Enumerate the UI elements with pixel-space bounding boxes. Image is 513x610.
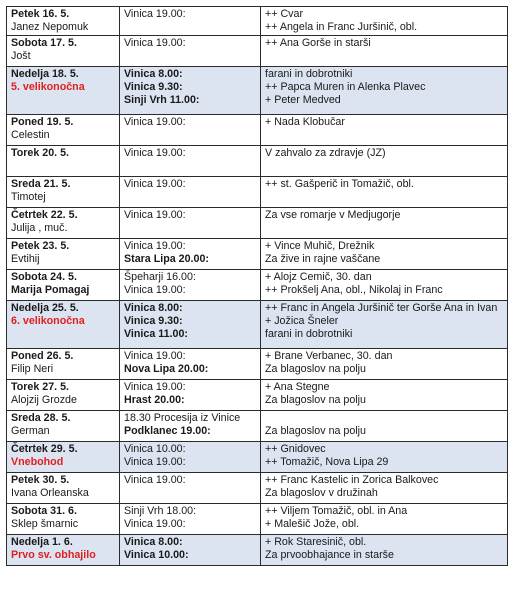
intention-label: + Malešič Jože, obl. <box>265 518 360 531</box>
intention-label: + Rok Staresinič, obl. <box>265 536 367 548</box>
intention-cell <box>261 442 508 473</box>
intention-label: + Vince Muhič, Drežnik <box>265 240 375 252</box>
table-row <box>7 411 508 442</box>
time-cell <box>120 411 261 442</box>
saint-label: German <box>11 425 50 438</box>
time-cell <box>120 208 261 239</box>
saint-label: Evtihij <box>11 253 40 266</box>
time-cell <box>120 380 261 411</box>
time-cell <box>120 177 261 208</box>
time-label: Vinica 19.00: <box>124 518 186 531</box>
day-cell <box>7 208 120 239</box>
day-label: Sreda 21. 5. <box>11 178 71 190</box>
time-label: Vinica 19.00: <box>124 37 186 49</box>
day-cell <box>7 411 120 442</box>
saint-label: Timotej <box>11 191 46 204</box>
intention-cell <box>261 473 508 504</box>
saint-label: Ivana Orleanska <box>11 487 89 500</box>
table-row <box>7 504 508 535</box>
intention-label: Za prvoobhajance in starše <box>265 549 394 562</box>
day-cell <box>7 146 120 177</box>
day-label: Petek 23. 5. <box>11 240 70 252</box>
intention-label: ++ Cvar <box>265 8 304 20</box>
intention-label <box>265 412 503 425</box>
intention-label: ++ Angela in Franc Juršinič, obl. <box>265 21 418 34</box>
intention-label: + Peter Medved <box>265 94 341 107</box>
time-label: Vinica 8.00: <box>124 536 183 548</box>
day-label: Nedelja 1. 6. <box>11 536 73 548</box>
day-cell <box>7 504 120 535</box>
table-row <box>7 7 508 36</box>
time-cell <box>120 7 261 36</box>
table-row <box>7 115 508 146</box>
intention-label: ++ Gnidovec <box>265 443 326 455</box>
saint-label: Marija Pomagaj <box>11 284 90 297</box>
day-cell <box>7 535 120 566</box>
time-cell <box>120 349 261 380</box>
intention-label: Za blagoslov na polju <box>265 363 367 376</box>
intention-cell <box>261 270 508 301</box>
time-label: Vinica 19.00: <box>124 116 186 128</box>
day-label: Nedelja 25. 5. <box>11 302 79 314</box>
feast-label: 6. velikonočna <box>11 315 85 328</box>
day-cell <box>7 301 120 349</box>
intention-cell <box>261 504 508 535</box>
time-label: Vinica 9.30: <box>124 315 183 328</box>
intention-cell <box>261 349 508 380</box>
feast-label: Vnebohod <box>11 456 64 469</box>
time-cell <box>120 36 261 67</box>
day-label: Poned 19. 5. <box>11 116 74 128</box>
day-cell <box>7 380 120 411</box>
intention-cell <box>261 36 508 67</box>
time-label: Vinica 19.00: <box>124 209 186 221</box>
intention-label: ++ Franc in Angela Juršinič ter Gorše Ana in Ivan <box>265 302 498 314</box>
intention-cell <box>261 177 508 208</box>
time-label: Vinica 8.00: <box>124 302 183 314</box>
time-label: Vinica 19.00: <box>124 456 186 469</box>
time-label: Sinji Vrh 11.00: <box>124 94 200 107</box>
saint-label: Jošt <box>11 50 31 63</box>
time-label: Podklanec 19.00: <box>124 425 211 438</box>
intention-label: ++ Prokšelj Ana, obl., Nikolaj in Franc <box>265 284 443 297</box>
time-label: Hrast 20.00: <box>124 394 185 407</box>
intention-label: Za vse romarje v Medjugorje <box>265 209 401 221</box>
intention-cell <box>261 380 508 411</box>
mass-schedule-table <box>6 6 508 566</box>
time-cell <box>120 535 261 566</box>
intention-label: ++ Ana Gorše in starši <box>265 37 371 49</box>
time-label: Stara Lipa 20.00: <box>124 253 209 266</box>
day-label: Nedelja 18. 5. <box>11 68 79 80</box>
intention-label: + Nada Klobučar <box>265 116 345 128</box>
time-label: Vinica 19.00: <box>124 350 186 362</box>
time-cell <box>120 239 261 270</box>
time-cell <box>120 442 261 473</box>
day-label: Sobota 31. 6. <box>11 505 77 517</box>
time-cell <box>120 301 261 349</box>
table-row <box>7 177 508 208</box>
intention-cell <box>261 146 508 177</box>
saint-label: Janez Nepomuk <box>11 21 89 34</box>
table-row <box>7 208 508 239</box>
time-label: Špeharji 16.00: <box>124 271 196 283</box>
intention-cell <box>261 67 508 115</box>
intention-label: ++ st. Gašperič in Tomažič, obl. <box>265 178 414 190</box>
day-label: Četrtek 29. 5. <box>11 443 78 455</box>
time-label: Vinica 19.00: <box>124 284 186 297</box>
day-cell <box>7 442 120 473</box>
time-cell <box>120 146 261 177</box>
time-cell <box>120 473 261 504</box>
day-cell <box>7 115 120 146</box>
intention-cell <box>261 208 508 239</box>
feast-label: Prvo sv. obhajilo <box>11 549 96 562</box>
intention-label: + Ana Stegne <box>265 381 330 393</box>
time-label: 18.30 Procesija iz Vinice <box>124 412 241 424</box>
intention-label: Za blagoslov na polju <box>265 425 367 438</box>
day-cell <box>7 36 120 67</box>
table-row <box>7 270 508 301</box>
intention-label: ++ Franc Kastelic in Zorica Balkovec <box>265 474 439 486</box>
table-row <box>7 301 508 349</box>
day-label: Petek 16. 5. <box>11 8 70 20</box>
time-cell <box>120 270 261 301</box>
intention-cell <box>261 115 508 146</box>
time-label: Vinica 19.00: <box>124 240 186 252</box>
saint-label: Filip Neri <box>11 363 54 376</box>
day-label: Petek 30. 5. <box>11 474 70 486</box>
time-label: Nova Lipa 20.00: <box>124 363 209 376</box>
table-row <box>7 442 508 473</box>
day-cell <box>7 7 120 36</box>
table-row <box>7 380 508 411</box>
time-label: Vinica 10.00: <box>124 549 189 562</box>
table-row <box>7 239 508 270</box>
day-label: Torek 20. 5. <box>11 147 70 159</box>
intention-label: Za blagoslov na polju <box>265 394 367 407</box>
day-cell <box>7 473 120 504</box>
intention-label: farani in dobrotniki <box>265 68 353 80</box>
intention-label: ++ Viljem Tomažič, obl. in Ana <box>265 505 408 517</box>
day-cell <box>7 177 120 208</box>
day-cell <box>7 239 120 270</box>
table-row <box>7 535 508 566</box>
day-label: Torek 27. 5. <box>11 381 70 393</box>
time-label: Vinica 19.00: <box>124 147 186 159</box>
intention-label: Za blagoslov v družinah <box>265 487 378 500</box>
time-label: Vinica 10.00: <box>124 443 186 455</box>
intention-label: ++ Papca Muren in Alenka Plavec <box>265 81 426 94</box>
day-label: Sobota 17. 5. <box>11 37 77 49</box>
intention-label: V zahvalo za zdravje (JZ) <box>265 147 386 159</box>
time-label: Vinica 19.00: <box>124 381 186 393</box>
time-label: Vinica 9.30: <box>124 81 183 94</box>
day-cell <box>7 67 120 115</box>
day-label: Poned 26. 5. <box>11 350 74 362</box>
intention-cell <box>261 535 508 566</box>
day-cell <box>7 270 120 301</box>
table-row <box>7 349 508 380</box>
day-cell <box>7 349 120 380</box>
table-row <box>7 473 508 504</box>
intention-cell <box>261 411 508 442</box>
table-row <box>7 36 508 67</box>
feast-label: 5. velikonočna <box>11 81 85 94</box>
intention-label: Za žive in rajne vaščane <box>265 253 381 266</box>
intention-label: farani in dobrotniki <box>265 328 353 341</box>
time-label: Sinji Vrh 18.00: <box>124 505 197 517</box>
intention-cell <box>261 301 508 349</box>
table-row <box>7 67 508 115</box>
time-label: Vinica 19.00: <box>124 178 186 190</box>
time-cell <box>120 67 261 115</box>
intention-label: + Brane Verbanec, 30. dan <box>265 350 393 362</box>
intention-label: ++ Tomažič, Nova Lipa 29 <box>265 456 389 469</box>
time-label: Vinica 11.00: <box>124 328 188 341</box>
intention-label: + Jožica Šneler <box>265 315 339 328</box>
saint-label: Alojzij Grozde <box>11 394 77 407</box>
time-label: Vinica 19.00: <box>124 474 186 486</box>
day-label: Sreda 28. 5. <box>11 412 71 424</box>
time-label: Vinica 8.00: <box>124 68 183 80</box>
day-label: Sobota 24. 5. <box>11 271 77 283</box>
intention-cell <box>261 7 508 36</box>
saint-label: Sklep šmarnic <box>11 518 79 531</box>
intention-label: + Alojz Cemič, 30. dan <box>265 271 372 283</box>
day-label: Četrtek 22. 5. <box>11 209 78 221</box>
saint-label: Celestin <box>11 129 50 142</box>
saint-label: Julija , muč. <box>11 222 68 235</box>
intention-cell <box>261 239 508 270</box>
table-row <box>7 146 508 177</box>
time-cell <box>120 115 261 146</box>
saint-label <box>11 160 115 173</box>
time-cell <box>120 504 261 535</box>
time-label: Vinica 19.00: <box>124 8 186 20</box>
